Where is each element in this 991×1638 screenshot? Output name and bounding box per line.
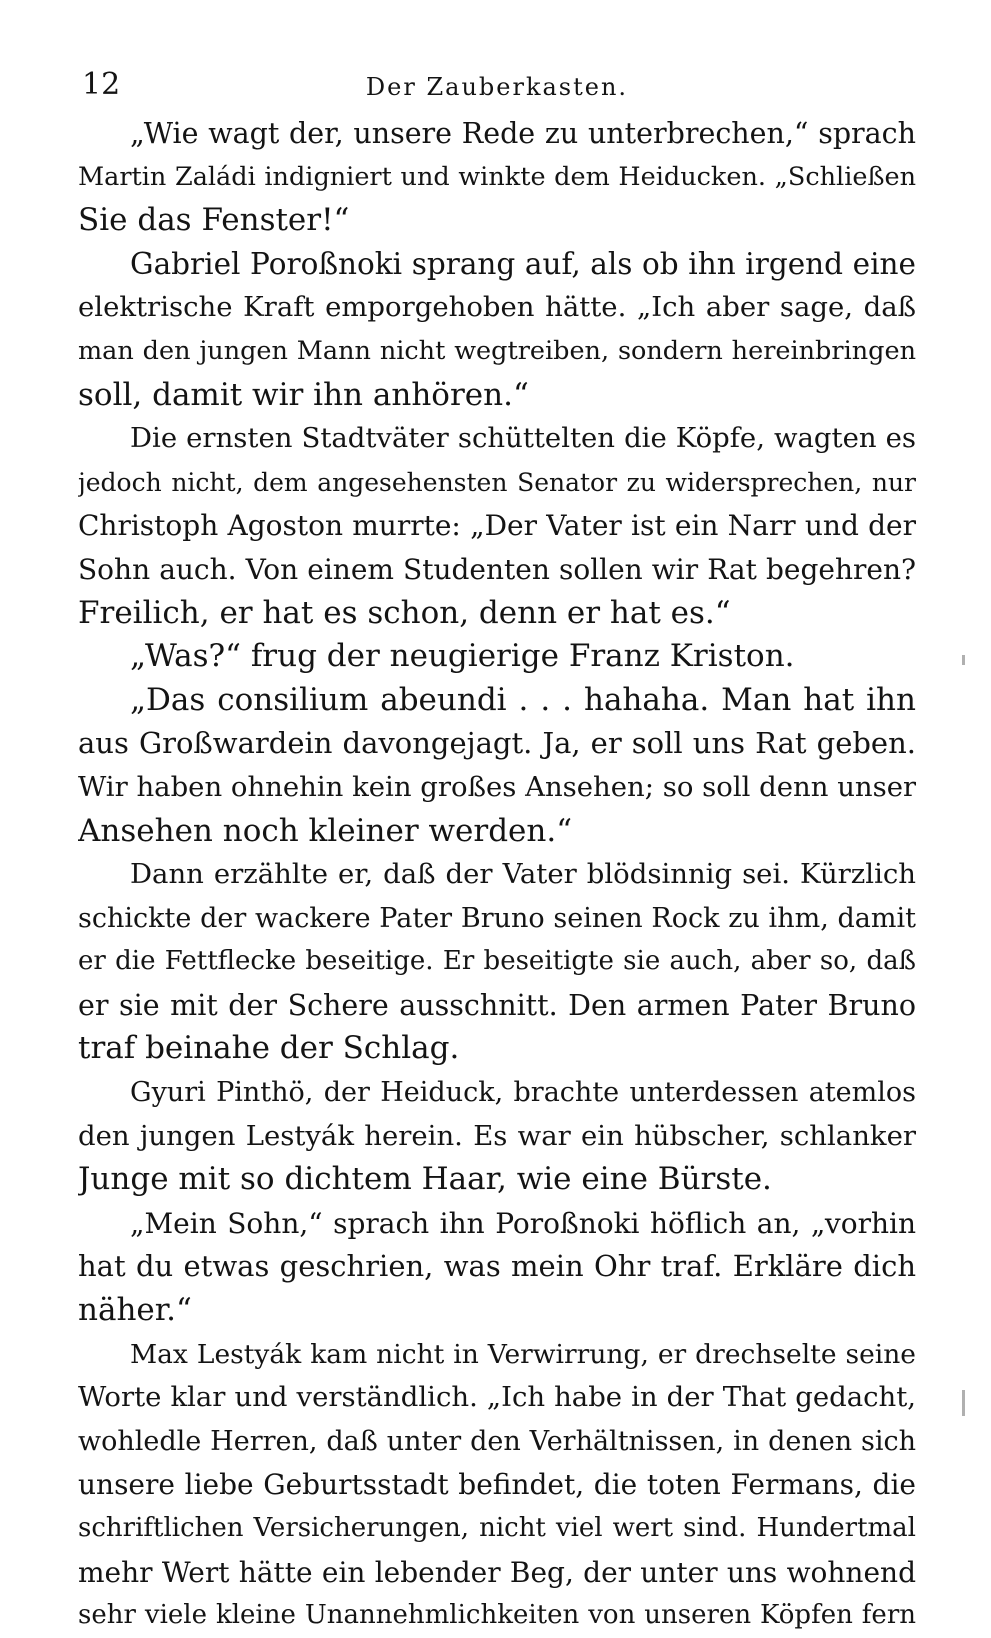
text-line: er die Fettflecke beseitige. Er beseitigte sie auch, aber so, daß bbox=[78, 946, 916, 977]
text-line: soll, damit wir ihn anhören.“ bbox=[78, 376, 529, 413]
text-line: Junge mit so dichtem Haar, wie eine Bürste. bbox=[78, 1161, 772, 1198]
text-line: „Mein Sohn,“ sprach ihn Poroßnoki höflich an, „vorhin bbox=[130, 1206, 916, 1240]
text-line: Worte klar und verständlich. „Ich habe in der That gedacht, bbox=[78, 1381, 916, 1414]
margin-speck bbox=[962, 1390, 965, 1416]
text-line: Freilich, er hat es schon, denn er hat es.“ bbox=[78, 594, 731, 631]
text-line: wohledle Herren, daß unter den Verhältnissen, in denen sich bbox=[78, 1425, 916, 1457]
text-line: Dann erzählte er, daß der Vater blödsinnig sei. Kürzlich bbox=[130, 858, 916, 891]
text-line: Sohn auch. Von einem Studenten sollen wir Rat begehren? bbox=[78, 552, 916, 586]
text-line: sehr viele kleine Unannehmlichkeiten von unseren Köpfen fern bbox=[78, 1600, 916, 1631]
text-line: Gyuri Pinthö, der Heiduck, brachte unterdessen atemlos bbox=[130, 1077, 916, 1109]
text-line: „Was?“ frug der neugierige Franz Kriston. bbox=[130, 638, 795, 675]
text-line: mehr Wert hätte ein lebender Beg, der unter uns wohnend bbox=[78, 1555, 916, 1589]
running-title: Der Zauberkasten. bbox=[365, 73, 629, 101]
text-line: schriftlichen Versicherungen, nicht viel wert sind. Hundertmal bbox=[78, 1513, 916, 1543]
text-line: elektrische Kraft emporgehoben hätte. „Ich aber sage, daß bbox=[78, 291, 916, 324]
body-text bbox=[78, 112, 916, 1638]
text-line: er sie mit der Schere ausschnitt. Den armen Pater Bruno bbox=[78, 988, 916, 1022]
text-line: aus Großwardein davongejagt. Ja, er soll uns Rat geben. bbox=[78, 726, 916, 761]
text-line: Die ernsten Stadtväter schüttelten die Köpfe, wagten es bbox=[130, 422, 916, 455]
text-line: Max Lestyák kam nicht in Verwirrung, er drechselte seine bbox=[130, 1338, 916, 1370]
page-number: 12 bbox=[82, 67, 121, 102]
text-line: man den jungen Mann nicht wegtreiben, sondern hereinbringen bbox=[78, 335, 916, 366]
text-line: Christoph Agoston murrte: „Der Vater ist ein Narr und der bbox=[78, 509, 916, 543]
text-line: hat du etwas geschrien, was mein Ohr traf. Erkläre dich bbox=[78, 1249, 916, 1284]
text-line: traf beinahe der Schlag. bbox=[78, 1030, 460, 1067]
page-header bbox=[78, 60, 916, 112]
text-line: Ansehen noch kleiner werden.“ bbox=[78, 812, 573, 849]
text-line: jedoch nicht, dem angesehensten Senator zu widersprechen, nur bbox=[78, 467, 916, 497]
text-line: schickte der wackere Pater Bruno seinen Rock zu ihm, damit bbox=[78, 902, 916, 934]
book-page bbox=[78, 60, 916, 1631]
margin-speck bbox=[962, 655, 965, 665]
text-line: Martin Zaládi indigniert und winkte dem Heiducken. „Schließen bbox=[78, 161, 916, 192]
text-line: „Wie wagt der, unsere Rede zu unterbrechen,“ sprach bbox=[130, 117, 916, 150]
text-line: unsere liebe Geburtsstadt befindet, die toten Fermans, die bbox=[78, 1468, 916, 1502]
text-line: Gabriel Poroßnoki sprang auf, als ob ihn irgend eine bbox=[130, 246, 916, 281]
text-line: Wir haben ohnehin kein großes Ansehen; so soll denn unser bbox=[78, 770, 916, 803]
text-line: Sie das Fenster!“ bbox=[78, 202, 350, 239]
text-line: den jungen Lestyák herein. Es war ein hübscher, schlanker bbox=[78, 1119, 916, 1152]
text-line: „Das consilium abeundi . . . hahaha. Man hat ihn bbox=[130, 681, 916, 718]
text-line: näher.“ bbox=[78, 1292, 192, 1329]
